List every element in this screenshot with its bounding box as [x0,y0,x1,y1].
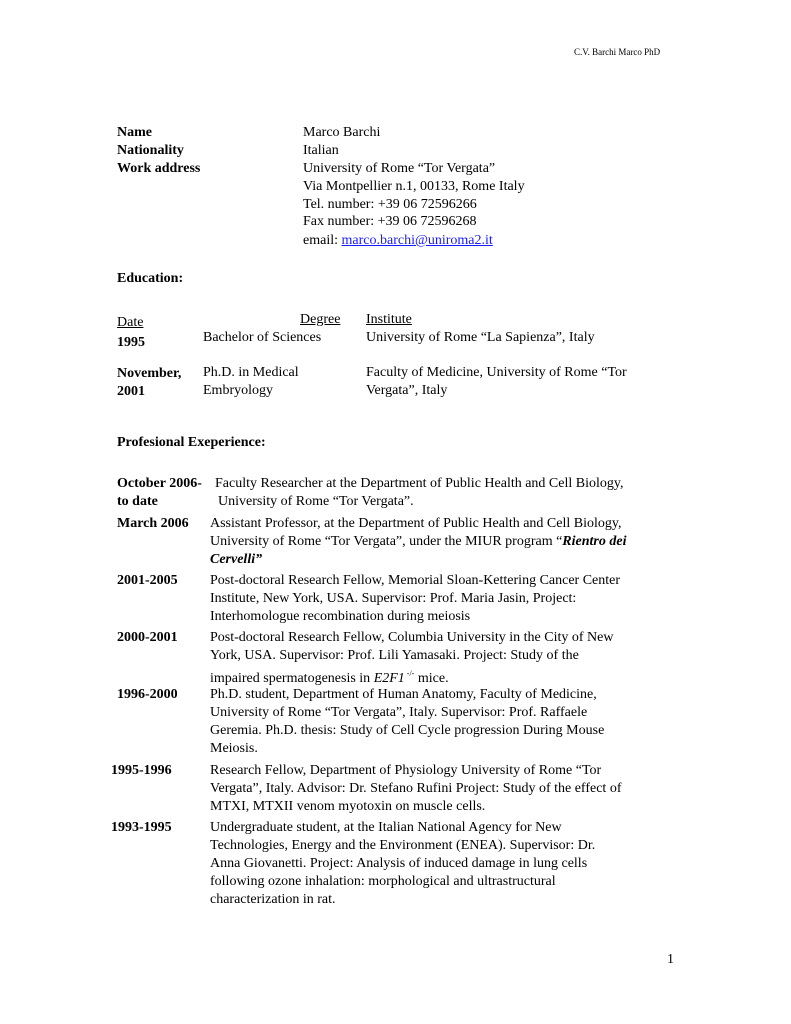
work-address-label: Work address [117,161,201,176]
exp-line: Post-doctoral Research Fellow, Memorial Sloan-Kettering Cancer Center [210,573,621,588]
exp-line: Assistant Professor, at the Department of Public Health and Cell Biology, [210,516,622,531]
exp-line: Interhomologue recombination during meiosis [210,609,471,624]
exp-line: Faculty Researcher at the Department of Public Health and Cell Biology, [215,476,624,491]
exp-line: York, USA. Supervisor: Prof. Lili Yamasaki. Project: Study of the [210,648,579,663]
nationality-value: Italian [303,143,339,158]
exp-date: to date [117,494,158,509]
exp-line: Post-doctoral Research Fellow, Columbia University in the City of New [210,630,614,645]
edu-degree: Embryology [203,383,273,398]
edu-date: 1995 [117,335,145,350]
page-number: 1 [667,952,674,967]
exp-date: 1993-1995 [111,820,172,835]
edu-degree: Ph.D. in Medical [203,365,299,380]
exp-line: Meiosis. [210,741,258,756]
exp-date: October 2006- [117,476,202,491]
program-name: Rientro dei [562,534,627,549]
edu-institute: Vergata”, Italy [366,383,448,398]
exp-line: University of Rome “Tor Vergata”, under the MIUR program “Rientro dei [210,534,627,549]
edu-date: 2001 [117,384,145,399]
exp-line: University of Rome “Tor Vergata”. [218,494,414,509]
exp-line: Ph.D. student, Department of Human Anatomy, Faculty of Medicine, [210,687,597,702]
exp-line: Technologies, Energy and the Environment (ENEA). Supervisor: Dr. [210,838,596,853]
exp-date: 2000-2001 [117,630,178,645]
experience-heading: Profesional Exeperience: [117,435,266,450]
email-line [303,232,493,250]
exp-line: Anna Giovanetti. Project: Analysis of induced damage in lung cells [210,856,588,871]
edu-col-degree: Degree [300,312,341,327]
email-prefix: email: [303,233,342,248]
exp-date: March 2006 [117,516,189,531]
exp-line: University of Rome “Tor Vergata”, Italy. Supervisor: Prof. Raffaele [210,705,588,720]
fax-line: Fax number: +39 06 72596268 [303,214,477,229]
exp-line: Geremia. Ph.D. thesis: Study of Cell Cycle progression During Mouse [210,723,605,738]
name-label: Name [117,125,152,140]
edu-degree: Bachelor of Sciences [203,330,322,345]
exp-line: Institute, New York, USA. Supervisor: Prof. Maria Jasin, Project: [210,591,577,606]
edu-col-date: Date [117,315,144,330]
name-value: Marco Barchi [303,125,381,140]
exp-line: characterization in rat. [210,892,336,907]
exp-date: 1996-2000 [117,687,178,702]
running-header: C.V. Barchi Marco PhD [574,47,661,57]
exp-line: Vergata”, Italy. Advisor: Dr. Stefano Rufini Project: Study of the effect of [210,781,622,796]
exp-line: impaired spermatogenesis in E2F1 -/- mice. [210,669,449,686]
edu-institute: Faculty of Medicine, University of Rome “Tor [366,365,627,380]
edu-institute: University of Rome “La Sapienza”, Italy [366,330,595,345]
exp-line: Research Fellow, Department of Physiology University of Rome “Tor [210,763,602,778]
exp-date: 2001-2005 [117,573,178,588]
exp-line: MTXI, MTXII venom myotoxin on muscle cells. [210,799,486,814]
exp-line: Undergraduate student, at the Italian National Agency for New [210,820,562,835]
exp-line: following ozone inhalation: morphological and ultrastructural [210,874,556,889]
edu-col-institute: Institute [366,312,412,327]
genotype-superscript: -/- [404,669,415,678]
email-link[interactable]: marco.barchi@uniroma2.it [341,233,493,248]
exp-date: 1995-1996 [111,763,172,778]
nationality-label: Nationality [117,143,184,158]
education-heading: Education: [117,271,184,286]
edu-date: November, [117,366,182,381]
phone-line: Tel. number: +39 06 72596266 [303,197,477,212]
program-name-cont: Cervelli” [210,552,263,567]
address-line: Via Montpellier n.1, 00133, Rome Italy [303,179,525,194]
gene-name: E2F1 [373,671,405,686]
address-line: University of Rome “Tor Vergata” [303,161,496,176]
